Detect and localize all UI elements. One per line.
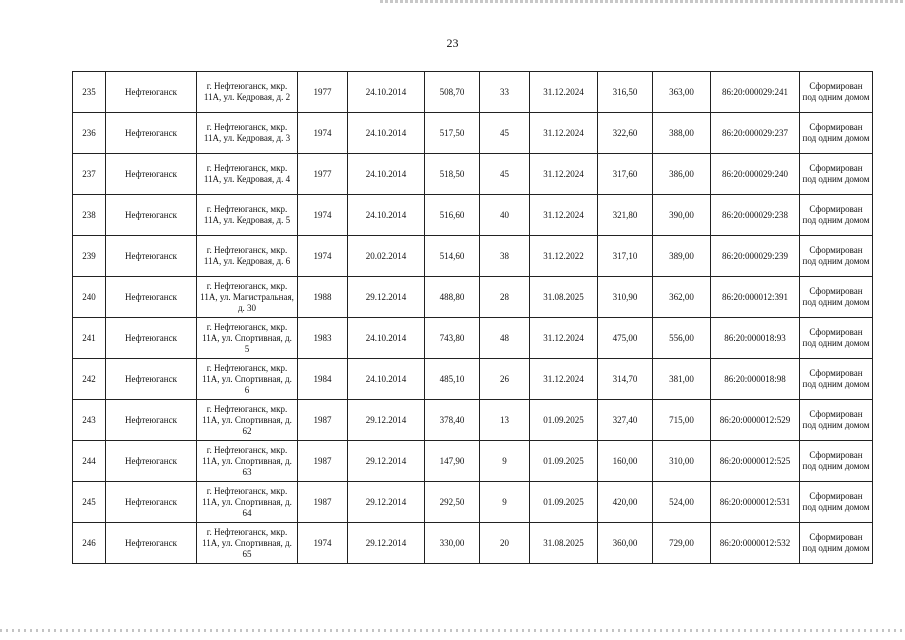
row-number: 244: [73, 441, 106, 482]
plot-status-cell: Сформирован под одним домом: [800, 154, 873, 195]
residents-count-cell: 26: [480, 359, 530, 400]
cadastral-number-cell: 86:20:0000012:525: [711, 441, 800, 482]
plot-area-cell: 363,00: [653, 72, 711, 113]
address-cell: г. Нефтеюганск, мкр. 11А, ул. Спортивная, д. 64: [197, 482, 298, 523]
city-cell: Нефтеюганск: [106, 72, 197, 113]
cadastral-number-cell: 86:20:000029:238: [711, 195, 800, 236]
date-cell: 29.12.2014: [348, 277, 425, 318]
date-cell: 24.10.2014: [348, 72, 425, 113]
deadline-date-cell: 31.12.2024: [530, 113, 598, 154]
table-row: [73, 359, 873, 400]
plot-area-cell: 381,00: [653, 359, 711, 400]
row-number: 246: [73, 523, 106, 564]
living-area-cell: 317,60: [598, 154, 653, 195]
construction-year-cell: 1984: [298, 359, 348, 400]
living-area-cell: 317,10: [598, 236, 653, 277]
date-cell: 24.10.2014: [348, 359, 425, 400]
page-number: 23: [446, 36, 459, 50]
plot-area-cell: 715,00: [653, 400, 711, 441]
table-row: [73, 400, 873, 441]
residents-count-cell: 48: [480, 318, 530, 359]
address-cell: г. Нефтеюганск, мкр. 11А, ул. Кедровая, д. 2: [197, 72, 298, 113]
deadline-date-cell: 01.09.2025: [530, 482, 598, 523]
plot-area-cell: 310,00: [653, 441, 711, 482]
plot-area-cell: 388,00: [653, 113, 711, 154]
date-cell: 29.12.2014: [348, 441, 425, 482]
city-cell: Нефтеюганск: [106, 236, 197, 277]
residents-count-cell: 28: [480, 277, 530, 318]
city-cell: Нефтеюганск: [106, 318, 197, 359]
plot-area-cell: 524,00: [653, 482, 711, 523]
living-area-cell: 310,90: [598, 277, 653, 318]
plot-area-cell: 362,00: [653, 277, 711, 318]
construction-year-cell: 1974: [298, 236, 348, 277]
total-area-cell: 488,80: [425, 277, 480, 318]
deadline-date-cell: 31.08.2025: [530, 523, 598, 564]
plot-area-cell: 389,00: [653, 236, 711, 277]
address-cell: г. Нефтеюганск, мкр. 11А, ул. Спортивная, д. 63: [197, 441, 298, 482]
construction-year-cell: 1977: [298, 154, 348, 195]
cadastral-number-cell: 86:20:000029:241: [711, 72, 800, 113]
total-area-cell: 292,50: [425, 482, 480, 523]
cadastral-number-cell: 86:20:000029:239: [711, 236, 800, 277]
construction-year-cell: 1974: [298, 113, 348, 154]
residents-count-cell: 38: [480, 236, 530, 277]
row-number: 236: [73, 113, 106, 154]
plot-status-cell: Сформирован под одним домом: [800, 441, 873, 482]
table-row: [73, 154, 873, 195]
living-area-cell: 475,00: [598, 318, 653, 359]
city-cell: Нефтеюганск: [106, 523, 197, 564]
date-cell: 29.12.2014: [348, 482, 425, 523]
housing-registry-table: [72, 71, 873, 564]
table-row: [73, 318, 873, 359]
city-cell: Нефтеюганск: [106, 482, 197, 523]
construction-year-cell: 1974: [298, 195, 348, 236]
address-cell: г. Нефтеюганск, мкр. 11А, ул. Кедровая, д. 4: [197, 154, 298, 195]
deadline-date-cell: 31.12.2024: [530, 195, 598, 236]
deadline-date-cell: 31.12.2024: [530, 318, 598, 359]
construction-year-cell: 1988: [298, 277, 348, 318]
cadastral-number-cell: 86:20:000018:93: [711, 318, 800, 359]
living-area-cell: 314,70: [598, 359, 653, 400]
address-cell: г. Нефтеюганск, мкр. 11А, ул. Спортивная, д. 6: [197, 359, 298, 400]
residents-count-cell: 33: [480, 72, 530, 113]
city-cell: Нефтеюганск: [106, 441, 197, 482]
living-area-cell: 420,00: [598, 482, 653, 523]
table-row: [73, 523, 873, 564]
city-cell: Нефтеюганск: [106, 113, 197, 154]
total-area-cell: 378,40: [425, 400, 480, 441]
total-area-cell: 743,80: [425, 318, 480, 359]
row-number: 237: [73, 154, 106, 195]
deadline-date-cell: 31.12.2024: [530, 154, 598, 195]
date-cell: 20.02.2014: [348, 236, 425, 277]
construction-year-cell: 1983: [298, 318, 348, 359]
row-number: 238: [73, 195, 106, 236]
total-area-cell: 508,70: [425, 72, 480, 113]
plot-status-cell: Сформирован под одним домом: [800, 72, 873, 113]
date-cell: 24.10.2014: [348, 154, 425, 195]
living-area-cell: 360,00: [598, 523, 653, 564]
address-cell: г. Нефтеюганск, мкр. 11А, ул. Спортивная, д. 65: [197, 523, 298, 564]
row-number: 245: [73, 482, 106, 523]
scan-edge-top: [380, 0, 905, 3]
living-area-cell: 160,00: [598, 441, 653, 482]
address-cell: г. Нефтеюганск, мкр. 11А, ул. Кедровая, д. 6: [197, 236, 298, 277]
date-cell: 29.12.2014: [348, 400, 425, 441]
city-cell: Нефтеюганск: [106, 400, 197, 441]
deadline-date-cell: 31.12.2024: [530, 72, 598, 113]
cadastral-number-cell: 86:20:000029:240: [711, 154, 800, 195]
address-cell: г. Нефтеюганск, мкр. 11А, ул. Кедровая, д. 3: [197, 113, 298, 154]
address-cell: г. Нефтеюганск, мкр. 11А, ул. Спортивная, д. 5: [197, 318, 298, 359]
living-area-cell: 327,40: [598, 400, 653, 441]
plot-status-cell: Сформирован под одним домом: [800, 318, 873, 359]
city-cell: Нефтеюганск: [106, 195, 197, 236]
total-area-cell: 514,60: [425, 236, 480, 277]
construction-year-cell: 1977: [298, 72, 348, 113]
cadastral-number-cell: 86:20:0000012:529: [711, 400, 800, 441]
row-number: 235: [73, 72, 106, 113]
table-row: [73, 277, 873, 318]
date-cell: 24.10.2014: [348, 195, 425, 236]
construction-year-cell: 1987: [298, 482, 348, 523]
city-cell: Нефтеюганск: [106, 359, 197, 400]
residents-count-cell: 45: [480, 154, 530, 195]
cadastral-number-cell: 86:20:000012:391: [711, 277, 800, 318]
living-area-cell: 322,60: [598, 113, 653, 154]
cadastral-number-cell: 86:20:0000012:531: [711, 482, 800, 523]
total-area-cell: 485,10: [425, 359, 480, 400]
row-number: 243: [73, 400, 106, 441]
table-row: [73, 482, 873, 523]
plot-status-cell: Сформирован под одним домом: [800, 482, 873, 523]
table-row: [73, 72, 873, 113]
row-number: 241: [73, 318, 106, 359]
date-cell: 24.10.2014: [348, 113, 425, 154]
plot-area-cell: 729,00: [653, 523, 711, 564]
residents-count-cell: 9: [480, 441, 530, 482]
total-area-cell: 147,90: [425, 441, 480, 482]
row-number: 239: [73, 236, 106, 277]
date-cell: 29.12.2014: [348, 523, 425, 564]
construction-year-cell: 1974: [298, 523, 348, 564]
cadastral-number-cell: 86:20:000029:237: [711, 113, 800, 154]
plot-status-cell: Сформирован под одним домом: [800, 400, 873, 441]
construction-year-cell: 1987: [298, 441, 348, 482]
row-number: 242: [73, 359, 106, 400]
plot-status-cell: Сформирован под одним домом: [800, 195, 873, 236]
plot-area-cell: 556,00: [653, 318, 711, 359]
deadline-date-cell: 31.12.2024: [530, 359, 598, 400]
plot-status-cell: Сформирован под одним домом: [800, 359, 873, 400]
residents-count-cell: 45: [480, 113, 530, 154]
city-cell: Нефтеюганск: [106, 154, 197, 195]
plot-status-cell: Сформирован под одним домом: [800, 113, 873, 154]
plot-area-cell: 386,00: [653, 154, 711, 195]
table-row: [73, 236, 873, 277]
table-row: [73, 441, 873, 482]
address-cell: г. Нефтеюганск, мкр. 11А, ул. Кедровая, д. 5: [197, 195, 298, 236]
residents-count-cell: 20: [480, 523, 530, 564]
construction-year-cell: 1987: [298, 400, 348, 441]
city-cell: Нефтеюганск: [106, 277, 197, 318]
table-row: [73, 195, 873, 236]
plot-status-cell: Сформирован под одним домом: [800, 236, 873, 277]
total-area-cell: 517,50: [425, 113, 480, 154]
residents-count-cell: 13: [480, 400, 530, 441]
date-cell: 24.10.2014: [348, 318, 425, 359]
cadastral-number-cell: 86:20:000018:98: [711, 359, 800, 400]
total-area-cell: 516,60: [425, 195, 480, 236]
deadline-date-cell: 01.09.2025: [530, 400, 598, 441]
plot-area-cell: 390,00: [653, 195, 711, 236]
deadline-date-cell: 31.12.2022: [530, 236, 598, 277]
cadastral-number-cell: 86:20:0000012:532: [711, 523, 800, 564]
table-row: [73, 113, 873, 154]
address-cell: г. Нефтеюганск, мкр. 11А, ул. Спортивная, д. 62: [197, 400, 298, 441]
living-area-cell: 321,80: [598, 195, 653, 236]
address-cell: г. Нефтеюганск, мкр. 11А, ул. Магистральная, д. 30: [197, 277, 298, 318]
residents-count-cell: 9: [480, 482, 530, 523]
total-area-cell: 518,50: [425, 154, 480, 195]
residents-count-cell: 40: [480, 195, 530, 236]
deadline-date-cell: 01.09.2025: [530, 441, 598, 482]
living-area-cell: 316,50: [598, 72, 653, 113]
deadline-date-cell: 31.08.2025: [530, 277, 598, 318]
row-number: 240: [73, 277, 106, 318]
total-area-cell: 330,00: [425, 523, 480, 564]
scan-edge-bottom: [0, 629, 905, 632]
plot-status-cell: Сформирован под одним домом: [800, 523, 873, 564]
plot-status-cell: Сформирован под одним домом: [800, 277, 873, 318]
